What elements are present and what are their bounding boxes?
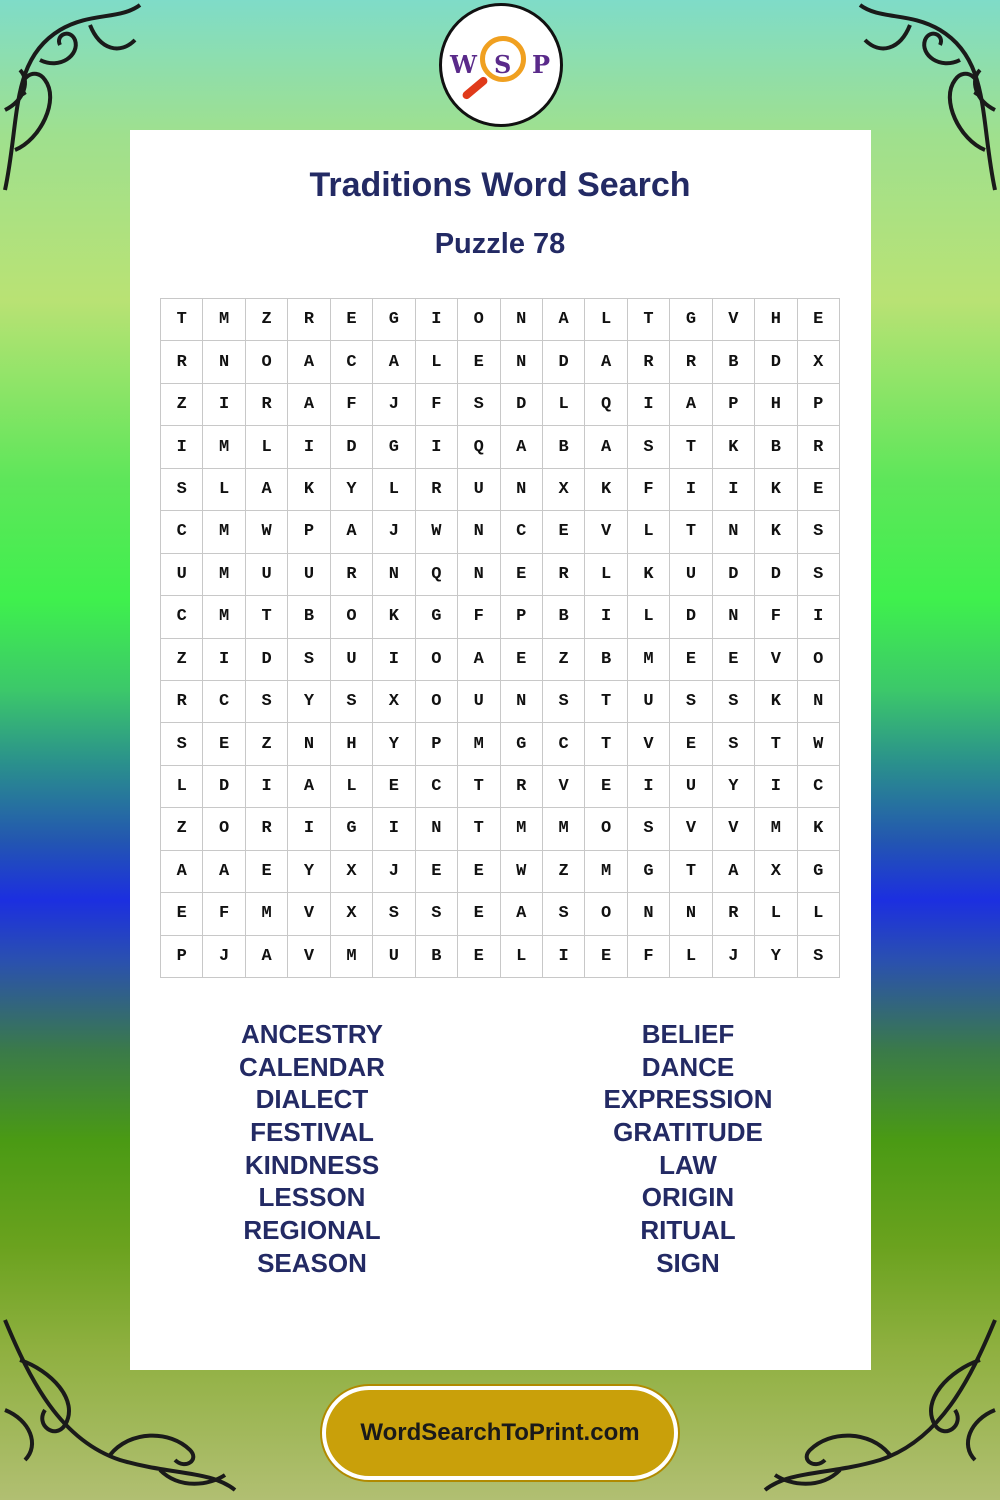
grid-cell[interactable]: T <box>628 299 670 341</box>
grid-cell[interactable]: A <box>585 426 627 468</box>
grid-cell[interactable]: L <box>543 384 585 426</box>
grid-cell[interactable]: V <box>628 723 670 765</box>
grid-cell[interactable]: U <box>161 554 203 596</box>
wsp-logo[interactable] <box>439 3 563 127</box>
grid-cell[interactable]: E <box>458 851 500 893</box>
word-list-item: EXPRESSION <box>603 1084 773 1115</box>
grid-cell[interactable]: D <box>713 554 755 596</box>
grid-cell[interactable]: E <box>585 766 627 808</box>
grid-cell[interactable]: L <box>798 893 840 935</box>
grid-cell[interactable]: C <box>161 511 203 553</box>
grid-cell[interactable]: D <box>203 766 245 808</box>
grid-cell[interactable]: R <box>798 426 840 468</box>
grid-cell[interactable]: V <box>288 936 330 978</box>
grid-cell[interactable]: E <box>458 893 500 935</box>
grid-cell[interactable]: V <box>713 299 755 341</box>
grid-cell[interactable]: I <box>416 426 458 468</box>
grid-cell[interactable]: X <box>331 893 373 935</box>
grid-cell[interactable]: X <box>755 851 797 893</box>
grid-cell[interactable]: S <box>331 681 373 723</box>
grid-cell[interactable]: A <box>585 341 627 383</box>
grid-cell[interactable]: Z <box>543 851 585 893</box>
grid-cell[interactable]: D <box>246 639 288 681</box>
grid-cell[interactable]: C <box>416 766 458 808</box>
grid-cell[interactable]: Y <box>755 936 797 978</box>
grid-cell[interactable]: Y <box>331 469 373 511</box>
grid-cell[interactable]: B <box>543 426 585 468</box>
grid-cell[interactable]: E <box>585 936 627 978</box>
grid-cell[interactable]: A <box>543 299 585 341</box>
grid-cell[interactable]: C <box>161 596 203 638</box>
grid-cell[interactable]: S <box>246 681 288 723</box>
grid-cell[interactable]: G <box>416 596 458 638</box>
grid-cell[interactable]: Q <box>416 554 458 596</box>
grid-cell[interactable]: T <box>458 808 500 850</box>
grid-cell[interactable]: V <box>713 808 755 850</box>
grid-cell[interactable]: S <box>798 511 840 553</box>
grid-cell[interactable]: Q <box>585 384 627 426</box>
grid-cell[interactable]: Z <box>161 639 203 681</box>
grid-cell[interactable]: U <box>331 639 373 681</box>
puzzle-number: Puzzle 78 <box>434 228 566 260</box>
grid-cell[interactable]: N <box>373 554 415 596</box>
grid-cell[interactable]: G <box>331 808 373 850</box>
grid-cell[interactable]: X <box>798 341 840 383</box>
grid-cell[interactable]: O <box>331 596 373 638</box>
grid-cell[interactable]: D <box>755 341 797 383</box>
grid-cell[interactable]: F <box>458 596 500 638</box>
grid-cell[interactable]: K <box>585 469 627 511</box>
grid-cell[interactable]: A <box>246 469 288 511</box>
grid-cell[interactable]: U <box>246 554 288 596</box>
grid-cell[interactable]: R <box>628 341 670 383</box>
grid-cell[interactable]: Z <box>246 299 288 341</box>
grid-cell[interactable]: B <box>543 596 585 638</box>
grid-cell[interactable]: R <box>246 384 288 426</box>
grid-cell[interactable]: T <box>246 596 288 638</box>
grid-cell[interactable]: U <box>288 554 330 596</box>
grid-cell[interactable]: P <box>798 384 840 426</box>
grid-cell[interactable]: I <box>288 808 330 850</box>
grid-cell[interactable]: Y <box>288 851 330 893</box>
grid-cell[interactable]: F <box>416 384 458 426</box>
grid-cell[interactable]: R <box>161 341 203 383</box>
grid-cell[interactable]: K <box>755 511 797 553</box>
grid-cell[interactable]: I <box>246 766 288 808</box>
word-list-item: LAW <box>659 1149 717 1180</box>
logo-letter-w: W <box>450 50 477 79</box>
grid-cell[interactable]: K <box>628 554 670 596</box>
grid-cell[interactable]: E <box>161 893 203 935</box>
word-list-item: DIALECT <box>255 1084 369 1115</box>
grid-cell[interactable]: E <box>501 554 543 596</box>
grid-cell[interactable]: O <box>585 808 627 850</box>
grid-cell[interactable]: E <box>458 341 500 383</box>
grid-cell[interactable]: Q <box>458 426 500 468</box>
grid-cell[interactable]: A <box>246 936 288 978</box>
grid-cell[interactable]: I <box>161 426 203 468</box>
grid-cell[interactable]: L <box>628 511 670 553</box>
grid-cell[interactable]: N <box>713 596 755 638</box>
grid-cell[interactable]: T <box>585 681 627 723</box>
grid-cell[interactable]: N <box>628 893 670 935</box>
grid-cell[interactable]: Z <box>161 384 203 426</box>
grid-cell[interactable]: Z <box>246 723 288 765</box>
grid-cell[interactable]: A <box>501 426 543 468</box>
grid-cell[interactable]: R <box>331 554 373 596</box>
grid-cell[interactable]: L <box>585 299 627 341</box>
grid-cell[interactable]: T <box>755 723 797 765</box>
grid-cell[interactable]: U <box>373 936 415 978</box>
grid-cell[interactable]: N <box>458 554 500 596</box>
grid-cell[interactable]: F <box>628 936 670 978</box>
grid-cell[interactable]: M <box>203 299 245 341</box>
grid-cell[interactable]: A <box>288 384 330 426</box>
grid-cell[interactable]: E <box>373 766 415 808</box>
word-list-right <box>538 1018 838 1280</box>
grid-cell[interactable]: C <box>501 511 543 553</box>
grid-cell[interactable]: N <box>203 341 245 383</box>
grid-cell[interactable]: M <box>203 426 245 468</box>
grid-cell[interactable]: M <box>203 511 245 553</box>
grid-cell[interactable]: E <box>713 639 755 681</box>
grid-cell[interactable]: W <box>416 511 458 553</box>
grid-cell[interactable]: U <box>628 681 670 723</box>
grid-cell[interactable]: I <box>798 596 840 638</box>
grid-cell[interactable]: L <box>246 426 288 468</box>
grid-cell[interactable]: N <box>713 511 755 553</box>
grid-cell[interactable]: F <box>755 596 797 638</box>
grid-cell[interactable]: C <box>331 341 373 383</box>
word-list-left <box>162 1018 462 1280</box>
grid-cell[interactable]: U <box>670 766 712 808</box>
grid-cell[interactable]: A <box>331 511 373 553</box>
grid-cell[interactable]: G <box>373 426 415 468</box>
grid-cell[interactable]: O <box>416 681 458 723</box>
grid-cell[interactable]: M <box>331 936 373 978</box>
grid-cell[interactable]: L <box>501 936 543 978</box>
grid-cell[interactable]: I <box>288 426 330 468</box>
grid-cell[interactable]: I <box>543 936 585 978</box>
grid-cell[interactable]: R <box>416 469 458 511</box>
grid-cell[interactable]: A <box>670 384 712 426</box>
grid-cell[interactable]: T <box>585 723 627 765</box>
word-list-item: BELIEF <box>641 1019 735 1049</box>
grid-cell[interactable]: I <box>713 469 755 511</box>
grid-cell[interactable]: O <box>416 639 458 681</box>
grid-cell[interactable]: K <box>798 808 840 850</box>
grid-cell[interactable]: Z <box>161 808 203 850</box>
grid-cell[interactable]: N <box>458 511 500 553</box>
grid-cell[interactable]: M <box>203 596 245 638</box>
grid-cell[interactable]: E <box>798 469 840 511</box>
grid-cell[interactable]: M <box>458 723 500 765</box>
grid-cell[interactable]: R <box>501 766 543 808</box>
grid-cell[interactable]: N <box>501 469 543 511</box>
grid-cell[interactable]: R <box>246 808 288 850</box>
word-list-item: RITUAL <box>640 1215 736 1246</box>
grid-cell[interactable]: I <box>755 766 797 808</box>
grid-cell[interactable]: L <box>628 596 670 638</box>
grid-cell[interactable]: K <box>755 469 797 511</box>
grid-cell[interactable]: I <box>416 299 458 341</box>
grid-cell[interactable]: I <box>203 639 245 681</box>
grid-cell[interactable]: W <box>798 723 840 765</box>
grid-cell[interactable]: O <box>458 299 500 341</box>
word-list-item: ORIGIN <box>641 1182 735 1213</box>
grid-cell[interactable]: R <box>161 681 203 723</box>
grid-cell[interactable]: G <box>670 299 712 341</box>
word-list-item: KINDNESS <box>244 1149 380 1180</box>
grid-cell[interactable]: L <box>161 766 203 808</box>
grid-cell[interactable]: S <box>628 808 670 850</box>
grid-cell[interactable]: E <box>416 851 458 893</box>
grid-cell[interactable]: P <box>713 384 755 426</box>
grid-cell[interactable]: G <box>628 851 670 893</box>
grid-cell[interactable]: S <box>798 554 840 596</box>
grid-cell[interactable]: Y <box>288 681 330 723</box>
grid-cell[interactable]: B <box>416 936 458 978</box>
grid-cell[interactable]: O <box>203 808 245 850</box>
grid-cell[interactable]: I <box>373 639 415 681</box>
grid-cell[interactable]: E <box>670 723 712 765</box>
grid-cell[interactable]: T <box>670 511 712 553</box>
grid-cell[interactable]: K <box>713 426 755 468</box>
grid-cell[interactable]: L <box>670 936 712 978</box>
word-list-item: SEASON <box>257 1247 367 1278</box>
grid-cell[interactable]: F <box>331 384 373 426</box>
grid-cell[interactable]: Y <box>713 766 755 808</box>
grid-cell[interactable]: S <box>161 469 203 511</box>
grid-cell[interactable]: C <box>798 766 840 808</box>
word-list-item: SIGN <box>656 1247 720 1278</box>
grid-cell[interactable]: Z <box>543 639 585 681</box>
grid-cell[interactable]: L <box>585 554 627 596</box>
grid-cell[interactable]: E <box>798 299 840 341</box>
word-list-item: DANCE <box>641 1051 735 1082</box>
word-list-item: REGIONAL <box>243 1215 381 1246</box>
grid-cell[interactable]: I <box>628 766 670 808</box>
grid-cell[interactable]: X <box>331 851 373 893</box>
grid-cell[interactable]: X <box>543 469 585 511</box>
grid-cell[interactable]: E <box>246 851 288 893</box>
grid-cell[interactable]: P <box>416 723 458 765</box>
grid-cell[interactable]: S <box>713 681 755 723</box>
grid-cell[interactable]: S <box>628 426 670 468</box>
grid-cell[interactable]: I <box>628 384 670 426</box>
grid-cell[interactable]: N <box>501 341 543 383</box>
grid-cell[interactable]: R <box>543 554 585 596</box>
logo-letter-p: P <box>532 50 551 79</box>
grid-cell[interactable]: A <box>458 639 500 681</box>
grid-cell[interactable]: P <box>161 936 203 978</box>
grid-cell[interactable]: S <box>416 893 458 935</box>
grid-cell[interactable]: H <box>331 723 373 765</box>
grid-cell[interactable]: S <box>373 893 415 935</box>
grid-cell[interactable]: G <box>373 299 415 341</box>
grid-cell[interactable]: N <box>501 299 543 341</box>
grid-cell[interactable]: L <box>331 766 373 808</box>
grid-cell[interactable]: A <box>501 893 543 935</box>
grid-cell[interactable]: B <box>288 596 330 638</box>
grid-cell[interactable]: S <box>798 936 840 978</box>
grid-cell[interactable]: E <box>501 639 543 681</box>
grid-cell[interactable]: K <box>755 681 797 723</box>
grid-cell[interactable]: V <box>755 639 797 681</box>
grid-cell[interactable]: W <box>501 851 543 893</box>
grid-cell[interactable]: O <box>246 341 288 383</box>
grid-cell[interactable]: B <box>755 426 797 468</box>
grid-cell[interactable]: D <box>670 596 712 638</box>
grid-cell[interactable]: T <box>670 851 712 893</box>
grid-cell[interactable]: I <box>373 808 415 850</box>
grid-cell[interactable]: T <box>161 299 203 341</box>
grid-cell[interactable]: B <box>713 341 755 383</box>
grid-cell[interactable]: M <box>755 808 797 850</box>
grid-cell[interactable]: M <box>585 851 627 893</box>
grid-cell[interactable]: G <box>501 723 543 765</box>
grid-cell[interactable]: M <box>203 554 245 596</box>
grid-cell[interactable]: D <box>755 554 797 596</box>
grid-cell[interactable]: A <box>373 341 415 383</box>
grid-cell[interactable]: J <box>373 384 415 426</box>
grid-cell[interactable]: B <box>585 639 627 681</box>
grid-cell[interactable]: E <box>458 936 500 978</box>
grid-cell[interactable]: M <box>246 893 288 935</box>
grid-cell[interactable]: M <box>628 639 670 681</box>
grid-cell[interactable]: A <box>203 851 245 893</box>
grid-cell[interactable]: A <box>161 851 203 893</box>
grid-cell[interactable]: S <box>713 723 755 765</box>
grid-cell[interactable]: C <box>543 723 585 765</box>
grid-cell[interactable]: K <box>288 469 330 511</box>
grid-cell[interactable]: E <box>331 299 373 341</box>
grid-cell[interactable]: U <box>670 554 712 596</box>
grid-cell[interactable]: X <box>373 681 415 723</box>
grid-cell[interactable]: S <box>670 681 712 723</box>
grid-cell[interactable]: R <box>670 341 712 383</box>
logo-letter-s: S <box>494 50 512 79</box>
grid-cell[interactable]: D <box>543 341 585 383</box>
grid-cell[interactable]: D <box>501 384 543 426</box>
grid-cell[interactable]: P <box>288 511 330 553</box>
grid-cell[interactable]: R <box>713 893 755 935</box>
grid-cell[interactable]: H <box>755 384 797 426</box>
word-list-item: LESSON <box>258 1182 366 1213</box>
grid-cell[interactable]: O <box>585 893 627 935</box>
grid-cell[interactable]: E <box>670 639 712 681</box>
grid-cell[interactable]: V <box>288 893 330 935</box>
grid-cell[interactable]: S <box>161 723 203 765</box>
grid-cell[interactable]: I <box>585 596 627 638</box>
grid-cell[interactable]: U <box>458 681 500 723</box>
grid-cell[interactable]: E <box>203 723 245 765</box>
grid-cell[interactable]: D <box>331 426 373 468</box>
grid-cell[interactable]: C <box>203 681 245 723</box>
grid-cell[interactable]: T <box>458 766 500 808</box>
word-list-item: CALENDAR <box>239 1051 385 1082</box>
grid-cell[interactable]: N <box>288 723 330 765</box>
grid-cell[interactable]: N <box>416 808 458 850</box>
word-list-item: ANCESTRY <box>240 1019 384 1049</box>
grid-cell[interactable]: K <box>373 596 415 638</box>
grid-cell[interactable]: M <box>543 808 585 850</box>
grid-cell[interactable]: N <box>798 681 840 723</box>
grid-cell[interactable]: P <box>501 596 543 638</box>
page-title: Traditions Word Search <box>309 166 691 204</box>
grid-cell[interactable]: S <box>543 681 585 723</box>
grid-cell[interactable]: Y <box>373 723 415 765</box>
grid-cell[interactable]: L <box>203 469 245 511</box>
grid-cell[interactable]: J <box>373 511 415 553</box>
grid-cell[interactable]: U <box>458 469 500 511</box>
grid-cell[interactable]: N <box>501 681 543 723</box>
grid-cell[interactable]: G <box>798 851 840 893</box>
grid-cell[interactable]: N <box>670 893 712 935</box>
word-list-item: GRATITUDE <box>613 1117 763 1148</box>
magnifier-handle <box>461 75 489 100</box>
grid-cell[interactable]: E <box>543 511 585 553</box>
grid-cell[interactable]: S <box>543 893 585 935</box>
grid-cell[interactable]: V <box>670 808 712 850</box>
website-link-button[interactable]: WordSearchToPrint.com <box>322 1386 678 1480</box>
grid-cell[interactable]: F <box>628 469 670 511</box>
grid-cell[interactable]: V <box>543 766 585 808</box>
grid-cell[interactable]: I <box>203 384 245 426</box>
grid-cell[interactable]: V <box>585 511 627 553</box>
grid-cell[interactable]: L <box>373 469 415 511</box>
grid-cell[interactable]: A <box>713 851 755 893</box>
word-list-item: FESTIVAL <box>250 1117 374 1148</box>
grid-cell[interactable]: S <box>458 384 500 426</box>
grid-cell[interactable]: J <box>373 851 415 893</box>
grid-cell[interactable]: F <box>203 893 245 935</box>
grid-cell[interactable]: A <box>288 341 330 383</box>
grid-cell[interactable]: H <box>755 299 797 341</box>
grid-cell[interactable]: L <box>416 341 458 383</box>
grid-cell[interactable]: A <box>288 766 330 808</box>
grid-cell[interactable]: J <box>713 936 755 978</box>
grid-cell[interactable]: T <box>670 426 712 468</box>
grid-cell[interactable]: I <box>670 469 712 511</box>
grid-cell[interactable]: L <box>755 893 797 935</box>
letter-grid <box>160 298 840 978</box>
grid-cell[interactable]: S <box>288 639 330 681</box>
grid-cell[interactable]: W <box>246 511 288 553</box>
grid-cell[interactable]: M <box>501 808 543 850</box>
grid-cell[interactable]: O <box>798 639 840 681</box>
grid-cell[interactable]: J <box>203 936 245 978</box>
grid-cell[interactable]: R <box>288 299 330 341</box>
